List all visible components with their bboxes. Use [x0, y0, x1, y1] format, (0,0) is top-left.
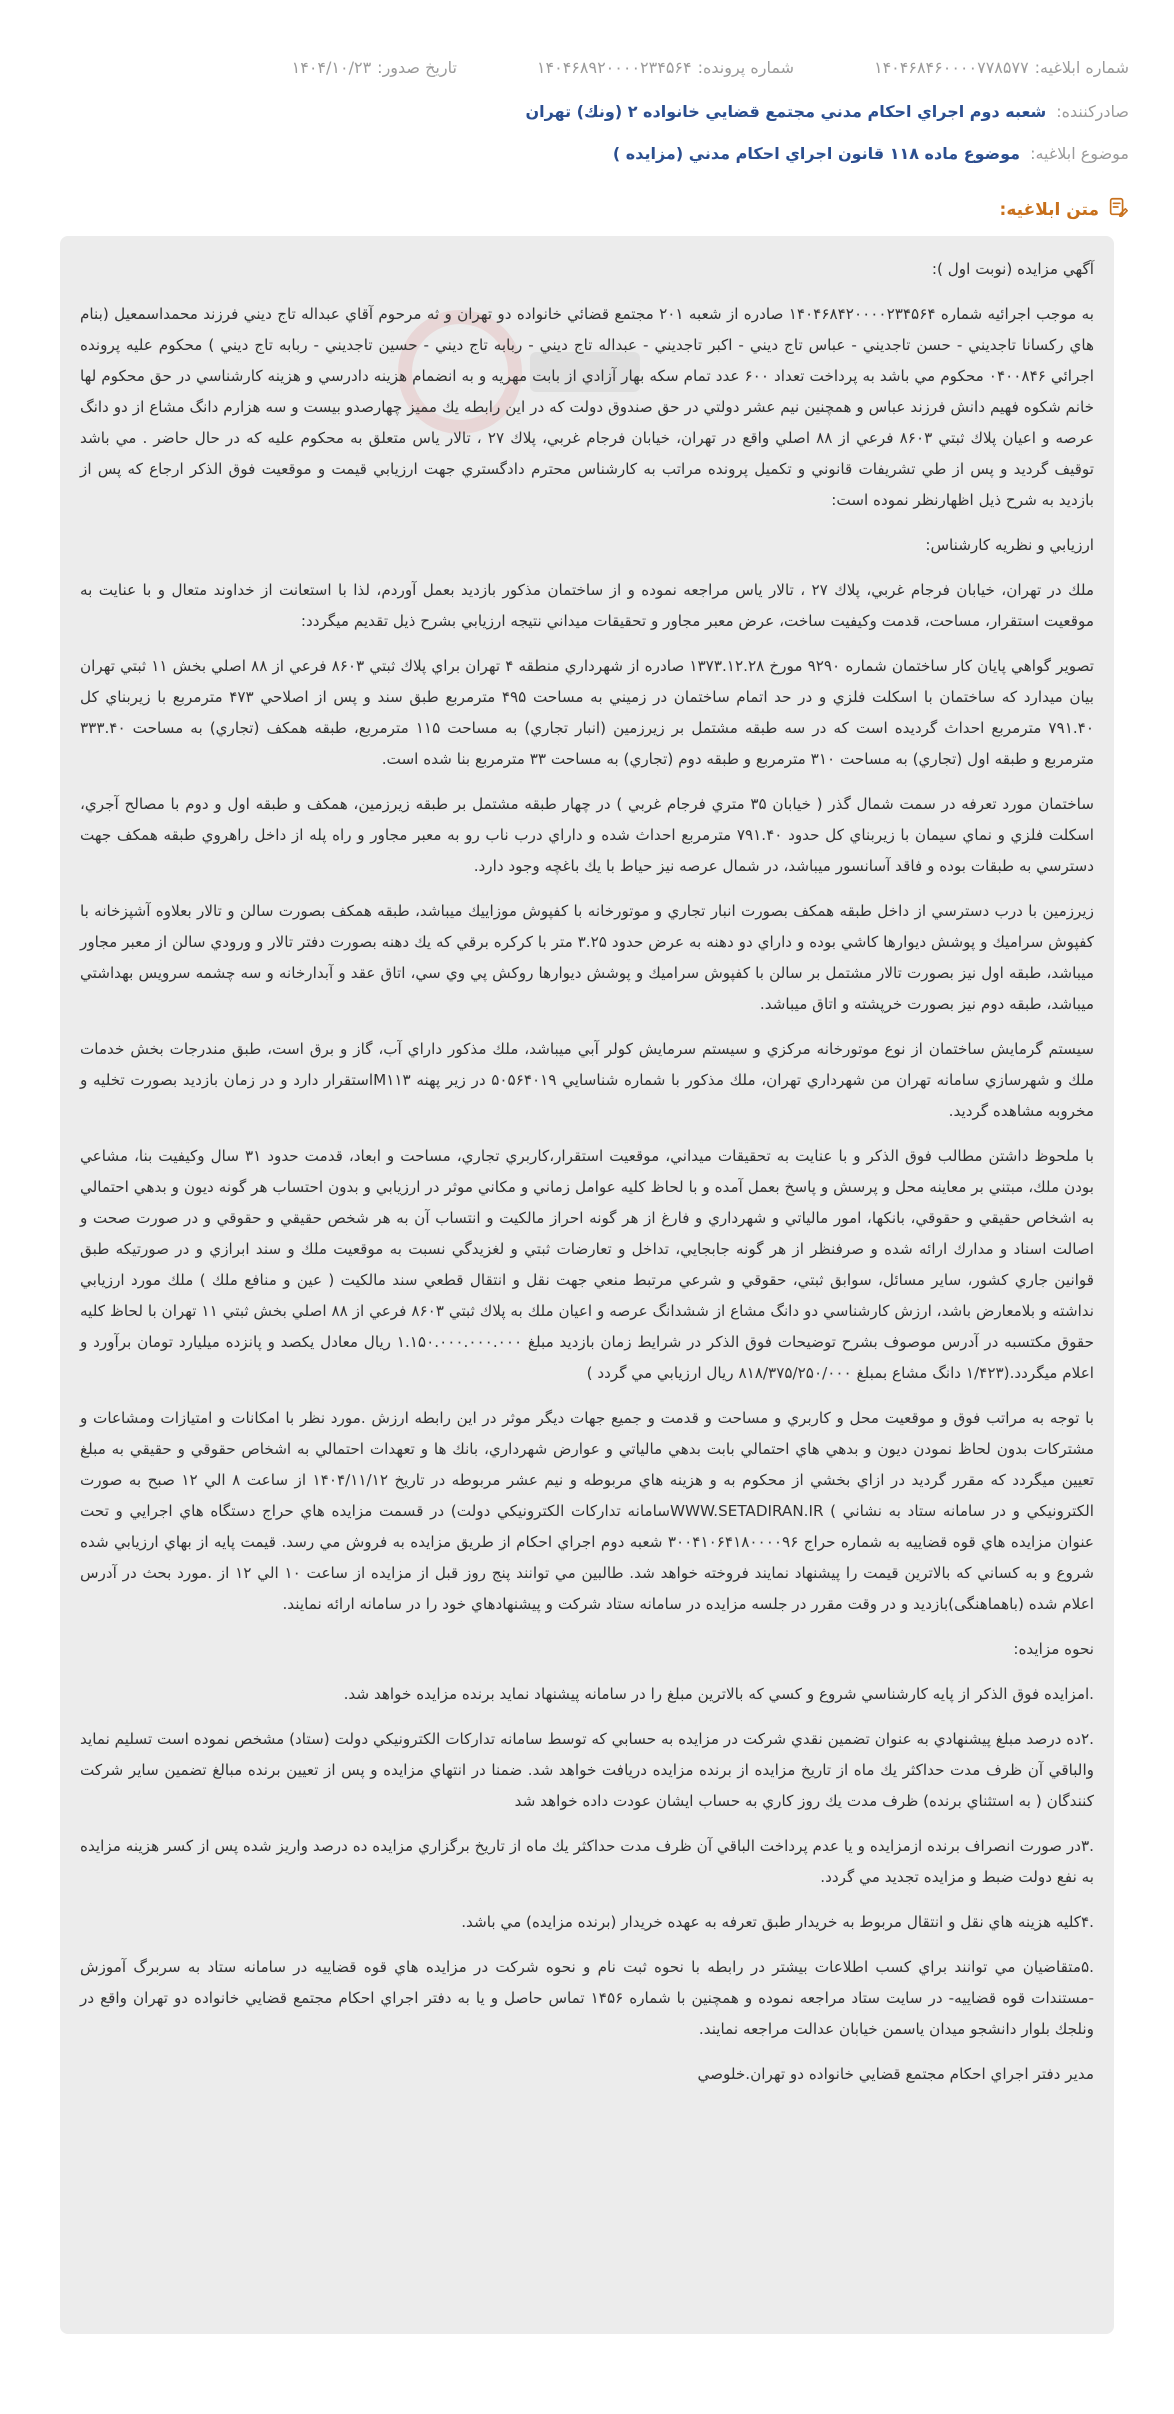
body-paragraph: سيستم گرمايش ساختمان از نوع موتورخانه مركزي و سيستم سرمايش كولر آبي ميباشد، ملك مذكور داراي آب، گاز و برق است، طبق مندرجات بخش خدمات ملك و شهرسازي سامانه تهران من شهرداري تهران، ملك مذكور با شماره شناسايي ۵۰۵۶۴۰۱۹ در زير پهنه M۱۱۳استقرار دارد و در زمان بازديد بصورت تخليه و مخروبه مشاهده گرديد.: [80, 1040, 1094, 1120]
header-row-subject: [45, 142, 1129, 166]
notice-body: [60, 236, 1114, 2334]
notice-number-label: شماره ابلاغیه:: [1034, 58, 1129, 77]
issue-date-value: ۱۴۰۴/۱۰/۲۳: [291, 58, 372, 77]
body-paragraph: زيرزمين با درب دسترسي از داخل طبقه همكف بصورت انبار تجاري و موتورخانه با كفپوش موزاييك ميباشد، طبقه همكف بصورت سالن و تالار بعلاوه آشپزخانه با كفپوش سراميك و پوشش ديوارها كاشي بوده و داراي دو دهنه به عرض حدود ۳.۲۵ متر با كركره برقي كه يك دهنه بصورت دفتر تالار و ورودي سالن از معبر مجاور ميباشد، طبقه اول نيز بصورت تالار مشتمل بر سالن با كفپوش سراميك و پوشش ديوارها روكش پي وي سي، اتاق عقد و آبدارخانه و سه چشمه سرويس بهداشتي ميباشد، طبقه دوم نيز بصورت خرپشته و اتاق ميباشد.: [80, 902, 1094, 1013]
body-paragraph: ارزيابي و نظريه كارشناس:: [925, 536, 1094, 554]
document-edit-icon: [1107, 196, 1129, 223]
case-number: [537, 56, 794, 80]
body-paragraph: آگهي مزايده (نوبت اول ):: [931, 260, 1094, 278]
header-row-numbers: [45, 56, 1129, 80]
body-paragraph: .۳در صورت انصراف برنده ازمزايده و يا عدم پرداخت الباقي آن ظرف مدت حداكثر يك ماه از تاريخ برگزاري مزايده ده درصد واريز شده پس از كسر هزينه مزايده به نفع دولت ضبط و مزايده تجديد مي گردد.: [80, 1837, 1094, 1886]
issue-date: [292, 56, 457, 80]
body-paragraph: .۲ده درصد مبلغ پيشنهادي به عنوان تضمين نقدي شركت در مزايده به حسابي كه توسط سامانه تداركات الكترونيكي دولت (ستاد) مشخص نموده است تسليم نمايد والباقي آن ظرف مدت حداكثر يك ماه از تاريخ مزايده از برنده مزايده دريافت خواهد شد. ضمنا در انتهاي مزايده و پس از تعيين برنده مبالغ تضمين ساير شركت كنندگان ( به استثناي برنده) ظرف مدت يك روز كاري به حساب ايشان عودت داده خواهد شد: [80, 1730, 1094, 1810]
notice-number-value: ۱۴۰۴۶۸۴۶۰۰۰۰۷۷۸۵۷۷: [873, 58, 1029, 77]
issuer-label: صادرکننده:: [1056, 102, 1129, 121]
notice-text-title: متن ابلاغیه:: [999, 199, 1099, 220]
body-paragraph: به موجب اجرائيه شماره ۱۴۰۴۶۸۴۲۰۰۰۰۲۳۴۵۶۴ صادره از شعبه ۲۰۱ مجتمع قضائي خانواده دو تهران و ثه مرحوم آقاي عبداله تاج ديني فرزند محمداسمعيل (بنام هاي ركسانا تاجديني - حسن تاجديني - عباس تاج ديني - اكبر تاجديني - عبداله تاج ديني - ربابه تاج ديني - حسين تاجديني - ربابه تاج ديني ) محكوم عليه پرونده اجرائي ۰۴۰۰۸۴۶ محكوم مي باشد به پرداخت تعداد ۶۰۰ عدد تمام سكه بهار آزادي از بابت مهريه و به انضمام هزينه دادرسي و هزينه كارشناسي در حق محكوم لها خانم شكوه فهيم دانش فرزند عباس و همچنين نيم عشر دولتي در حق صندوق دولت كه در اين رابطه يك مميز چهارصدو بيست و سه هزارم دانگ مشاع از دو دانگ عرصه و اعيان پلاك ثبتي ۸۶۰۳ فرعي از ۸۸ اصلي واقع در تهران، خيابان فرجام غربي، پلاك ۲۷ ، تالار ياس متعلق به محكوم عليه كه در حال حاضر . مي باشد توقيف گرديد و پس از طي تشريفات قانوني و تكميل پرونده مراتب به كارشناس محترم دادگستري جهت ارزيابي قيمت و موقعيت فوق الذكر ارجاع كه پس از بازديد به شرح ذيل اظهارنظر نموده است:: [80, 305, 1095, 509]
body-paragraph: .۵متقاضيان مي توانند براي كسب اطلاعات بيشتر در رابطه با نحوه ثبت نام و نحوه شركت در مزايده هاي قوه قضاييه در سامانه ستاد به سربرگ آموزش -مستندات قوه قضاييه- در سايت ستاد مراجعه نموده و همچنين با شماره ۱۴۵۶ تماس حاصل و يا به دفتر اجراي احكام مجتمع قضايي خانواده دو تهران واقع در ونلجك بلوار دانشجو ميدان ياسمن خيابان عدالت مراجعه نمايند.: [80, 1958, 1094, 2038]
signature-line: مدير دفتر اجراي احكام مجتمع قضايي خانواده دو تهران.خلوصي: [697, 2065, 1094, 2083]
body-paragraph: با توجه به مراتب فوق و موقعيت محل و كاربري و مساحت و قدمت و جميع جهات ديگر موثر در اين رابطه ارزش .مورد نظر با امكانات و امتيازات ومشاعات و مشتركات بدون لحاظ نمودن ديون و بدهي هاي احتمالي بابت بدهي مالياتي و عوارض شهرداري، بانك ها و تعهدات احتمالي به اشخاص حقوقي و حقيقي به مبلغ تعيين ميگردد كه مقرر گرديد در ازاي بخشي از محكوم به و هزينه هاي مربوطه و نيم عشر مربوطه در تاريخ ۱۴۰۴/۱۱/۱۲ از ساعت ۸ الي ۱۲ صبح به صورت الكترونيكي و در سامانه ستاد به نشاني ) WWW.SETADIRAN.IRسامانه تداركات الكترونيكي دولت) در قسمت مزايده هاي حراج دستگاه هاي اجرايي و تحت عنوان مزايده هاي قوه قضاييه به شماره حراج ۳۰۰۴۱۰۶۴۱۸۰۰۰۰۹۶ شعبه دوم اجراي احكام از طريق مزايده به فروش مي رسد. قيمت پايه از بهاي ارزيابي شده شروع و به كساني كه بالاترين قيمت را پيشنهاد نمايند فروخته خواهد شد. طالبين مي توانند پنج روز قبل از مزايده از ساعت ۱۰ الي ۱۲ از .مورد بحث در آدرس اعلام شده (باهماهنگی)بازدید و در وقت مقرر در جلسه مزايده در سامانه ستاد شركت و پيشنهادهاي خود را در سامانه ارائه نمايند.: [80, 1409, 1094, 1613]
body-paragraph: تصوير گواهي پايان كار ساختمان شماره ۹۲۹۰ مورخ ۱۳۷۳.۱۲.۲۸ صادره از شهرداري منطقه ۴ تهران براي پلاك ثبتي ۸۶۰۳ فرعي از ۸۸ اصلي بخش ۱۱ ثبتي تهران بيان ميدارد كه ساختمان با اسكلت فلزي و در حد اتمام ساختمان در زميني به مساحت ۴۹۵ مترمربع طبق سند و پس از اصلاحي ۴۷۳ مترمربع با زيربناي كل ۷۹۱.۴۰ مترمربع احداث گرديده است كه در سه طبقه مشتمل بر زيرزمين (انبار تجاري) به مساحت ۱۱۵ مترمربع، طبقه همكف (تجاري) به مساحت ۳۳۳.۴۰ مترمربع و طبقه اول (تجاري) به مساحت ۳۱۰ مترمربع و طبقه دوم (تجاري) به مساحت ۳۳ مترمربع بنا شده است.: [80, 657, 1094, 768]
body-paragraph: .۴كليه هزينه هاي نقل و انتقال مربوط به خريدار طبق تعرفه به عهده خريدار (برنده مزايده) مي باشد.: [461, 1913, 1094, 1931]
body-paragraph: ملك در تهران، خيابان فرجام غربي، پلاك ۲۷ ، تالار ياس مراجعه نموده و از ساختمان مذكور بازديد بعمل آوردم، لذا با استعانت از خداوند متعال و با عنايت به موقعيت استقرار، مساحت، قدمت وكيفيت ساخت، عرض معبر مجاور و تحقيقات ميداني نتيجه ارزيابي بشرح ذيل تقديم ميگردد:: [80, 581, 1094, 630]
issuer-value: شعبه دوم اجراي احكام مدني مجتمع قضايي خانواده ۲ (ونك) تهران: [525, 102, 1047, 121]
body-paragraph: .امزايده فوق الذكر از پايه كارشناسي شروع و كسي كه بالاترين مبلغ را در سامانه پيشنهاد نمايد برنده مزايده خواهد شد.: [343, 1685, 1094, 1703]
subject-value: موضوع ماده ۱۱۸ قانون اجراي احكام مدني (مزايده ): [612, 144, 1021, 163]
subject-label: موضوع ابلاغیه:: [1030, 144, 1129, 163]
body-paragraph: نحوه مزايده:: [1013, 1640, 1094, 1658]
case-number-value: ۱۴۰۴۶۸۹۲۰۰۰۰۲۳۴۵۶۴: [536, 58, 692, 77]
notice-text-heading: [1000, 196, 1129, 223]
issue-date-label: تاریخ صدور:: [377, 58, 457, 77]
notice-number: [874, 56, 1129, 80]
body-paragraph: با ملحوظ داشتن مطالب فوق الذكر و با عنايت به تحقيقات ميداني، موقعيت استقرار،كاربري تجاري، مساحت و ابعاد، قدمت حدود ۳۱ سال وكيفيت بنا، مشاعي بودن ملك، مبتني بر معاينه محل و پرسش و پاسخ بعمل آمده و با لحاظ كليه عوامل زماني و مكاني موثر در ارزيابي و بدون احتساب هر گونه ديون و بدهي احتمالي به اشخاص حقيقي و حقوقي، بانكها، امور مالياتي و شهرداري و فارغ از هر گونه احراز مالكيت و انتساب آن به هر شخص حقيقي و حقوقي و در صورت صحت و اصالت اسناد و مدارك ارائه شده و صرفنظر از هر گونه جابجايي، تداخل و تعارضات ثبتي و لغزيدگي نسبت به موقعيت ملك و سند ابرازي و در صورتيكه طبق قوانين جاري كشور، ساير مسائل، سوابق ثبتي، حقوقي و شرعي مرتبط منعي جهت نقل و انتقال قطعي سند مالكيت ( عين و منافع ملك ) ملك مورد ارزيابي نداشته و بلامعارض باشد، ارزش كارشناسي دو دانگ مشاع از ششدانگ عرصه و اعيان ملك به پلاك ثبتي ۸۶۰۳ فرعي از ۸۸ اصلي بخش ثبتي ۱۱ تهران با لحاظ كليه حقوق مكتسبه در آدرس موصوف بشرح توضيحات فوق الذكر در شرايط زمان بازديد مبلغ ۱.۱۵۰.۰۰۰.۰۰۰.۰۰۰ ريال معادل يكصد و پانزده ميليارد تومان برآورد و اعلام ميگردد.(۱/۴۲۳ دانگ مشاع بمبلغ ۸۱۸/۳۷۵/۲۵۰/۰۰۰ ريال ارزيابي مي گردد ): [80, 1147, 1095, 1382]
body-paragraph: ساختمان مورد تعرفه در سمت شمال گذر ( خيابان ۳۵ متري فرجام غربي ) در چهار طبقه مشتمل بر طبقه زيرزمين، همكف و طبقه اول و دوم با مصالح آجري، اسكلت فلزي و نماي سيمان با زيربناي كل حدود ۷۹۱.۴۰ مترمربع احداث شده و داراي درب ناب رو به معبر مجاور و راه پله از داخل راهروي طبقه همكف جهت دسترسي به طبقات بوده و فاقد آسانسور ميباشد، در شمال عرصه نيز حياط با يك باغچه وجود دارد.: [80, 795, 1094, 875]
case-number-label: شماره پرونده:: [697, 58, 794, 77]
header-row-issuer: [45, 100, 1129, 124]
